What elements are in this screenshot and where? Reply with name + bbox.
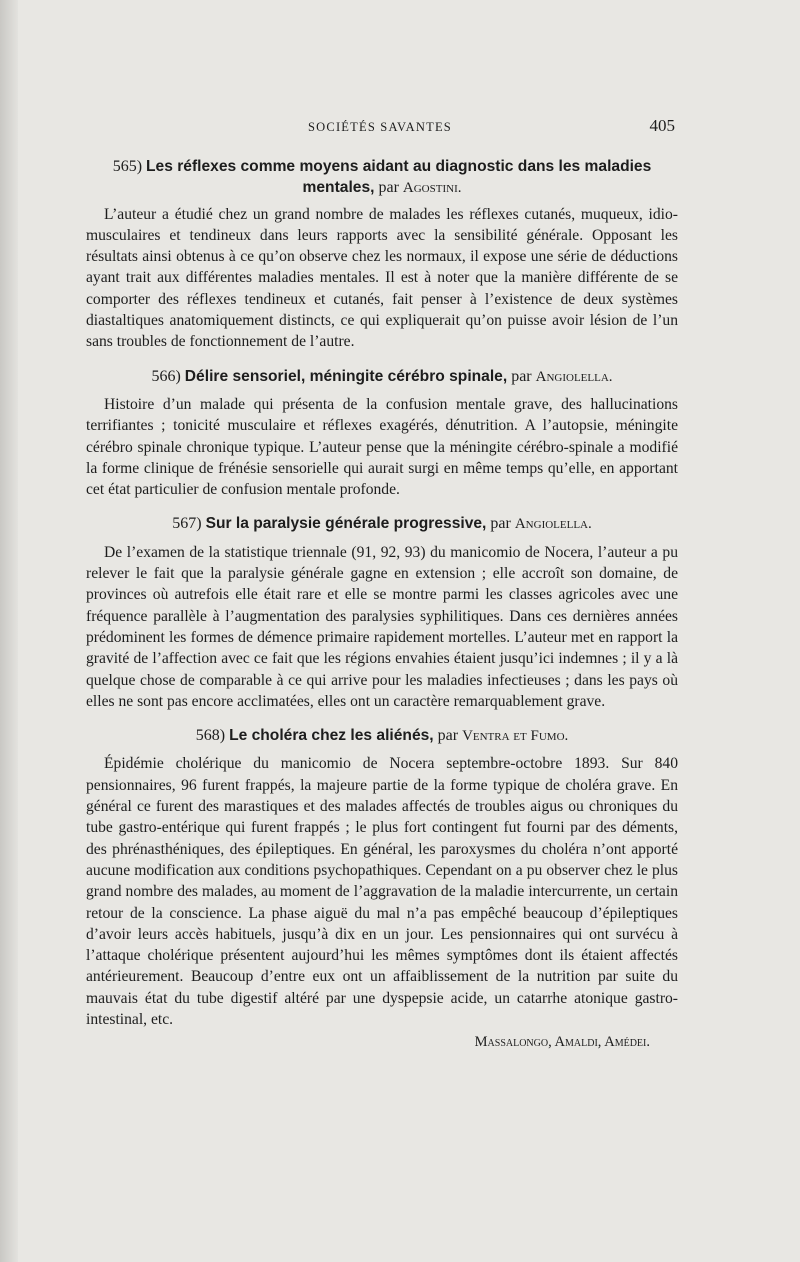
- entry-heading-568: [86, 725, 678, 747]
- entry-author: Angiolella.: [535, 368, 613, 385]
- entry-number: 566): [151, 367, 181, 385]
- entry-author: Agostini.: [402, 180, 462, 197]
- entry-number: 568): [195, 727, 226, 745]
- running-title: SOCIÉTÉS SAVANTES: [308, 120, 452, 134]
- entry-par: par: [378, 179, 399, 197]
- entry-par: par: [490, 515, 511, 533]
- page-content: [86, 156, 678, 1054]
- page-number: 405: [649, 116, 675, 135]
- entry-body-568: Épidémie cholérique du manicomio de Nocera septembre-octobre 1893. Sur 840 pensionnaires, 96 furent frappés, la majeure partie de la forme typique de choléra grave. En général ce furent des marastiques et des malades affectés de troubles aigus ou chroniques du tube gastro-entérique qui furent frappés ; le plus fort contingent fut fourni par des déments, des phrénasthéniques, des épileptiques. En général, les paroxysmes du choléra n’ont apporté aucune modification aux conditions psychopathiques. Cependant on a pu observer chez le plus grand nombre des malades, au moment de l’aggravation de la maladie intercurrente, un certain retour de la conscience. La phase aiguë du mal n’a pas empêché beaucoup d’épileptiques d’avoir leurs accès habituels, jusqu’à dix en un jour. Les pensionnaires qui ont survécu à l’attaque cholérique présentent aujourd’hui les mêmes symptômes dont ils étaient affectés antérieurement. Beaucoup d’entre eux ont un affaiblissement de la nutrition par suite du mauvais état du tube digestif altéré par une dyspepsie acide, un catarrhe atonique gastro-intestinal, etc.: [86, 755, 678, 1028]
- entry-par: par: [511, 367, 532, 385]
- page-binding-shadow: [0, 0, 18, 1262]
- entry-title: Délire sensoriel, méningite cérébro spinale,: [184, 367, 508, 385]
- entry-heading-565: [86, 156, 678, 200]
- entry-heading-567: [86, 513, 678, 535]
- signature: Massalongo, Amaldi, Amédei.: [474, 1034, 650, 1051]
- entry-body-565: L’auteur a étudié chez un grand nombre de malades les réflexes cutanés, muqueux, idio-musculaires et tendineux dans leurs rapports avec la sensibilité générale. Opposant les résultats ainsi obtenus à ce qu’on observe chez les normaux, il expose une série de déductions ayant trait aux différentes maladies mentales. Il est à noter que la manière différente de se comporter des réflexes tendineux et cutanés, fait penser à l’existence de deux systèmes diastaltiques anatomiquement distincts, ce qui expliquerait qu’on puisse avoir lésion de l’un sans troubles de fonctionnement de l’autre.: [86, 205, 678, 351]
- entry-author: Ventra et Fumo.: [462, 728, 569, 745]
- entry-body-567: De l’examen de la statistique triennale (91, 92, 93) du manicomio de Nocera, l’auteur a pu relever le fait que la paralysie générale gagne en extension ; elle accroît son domaine, de provinces où autrefois elle était rare et elle se montre parmi les classes agricoles avec une fréquence parallèle à l’augmentation des paralysies syphilitiques. Dans ces dernières années prédominent les formes de démence primaire rapidement mortelles. L’auteur met en rapport la gravité de l’affection avec ce fait que les régions envahies étaient jusqu’ici indemnes ; il y a là quelque chose de comparable à ce qui arrive pour les maladies infectieuses ; dans les pays où elles ne sont pas encore acclimatées, elles ont un caractère remarquablement grave.: [86, 543, 678, 710]
- entry-title: Sur la paralysie générale progressive,: [205, 515, 487, 533]
- entry-heading-566: [86, 366, 678, 388]
- entry-body-566: Histoire d’un malade qui présenta de la confusion mentale grave, des hallucinations terrifiantes ; tonicité musculaire et réflexes exagérés, dénutrition. A l’autopsie, méningite cérébro spinale chronique typique. L’auteur pense que la méningite cérébro-spinale a modifié la forme clinique de frénésie sensorielle qui aurait surgi en même temps qu’elle, en apportant cet état particulier de confusion mentale profonde.: [86, 395, 678, 499]
- entry-title: Les réflexes comme moyens aidant au diagnostic dans les maladies mentales,: [146, 158, 652, 197]
- entry-par: par: [437, 727, 459, 745]
- entry-number: 567): [172, 515, 202, 533]
- entry-number: 565): [112, 158, 143, 175]
- entry-title: Le choléra chez les aliénés,: [229, 727, 434, 745]
- running-head: [85, 116, 675, 140]
- entry-author: Angiolella.: [514, 516, 592, 533]
